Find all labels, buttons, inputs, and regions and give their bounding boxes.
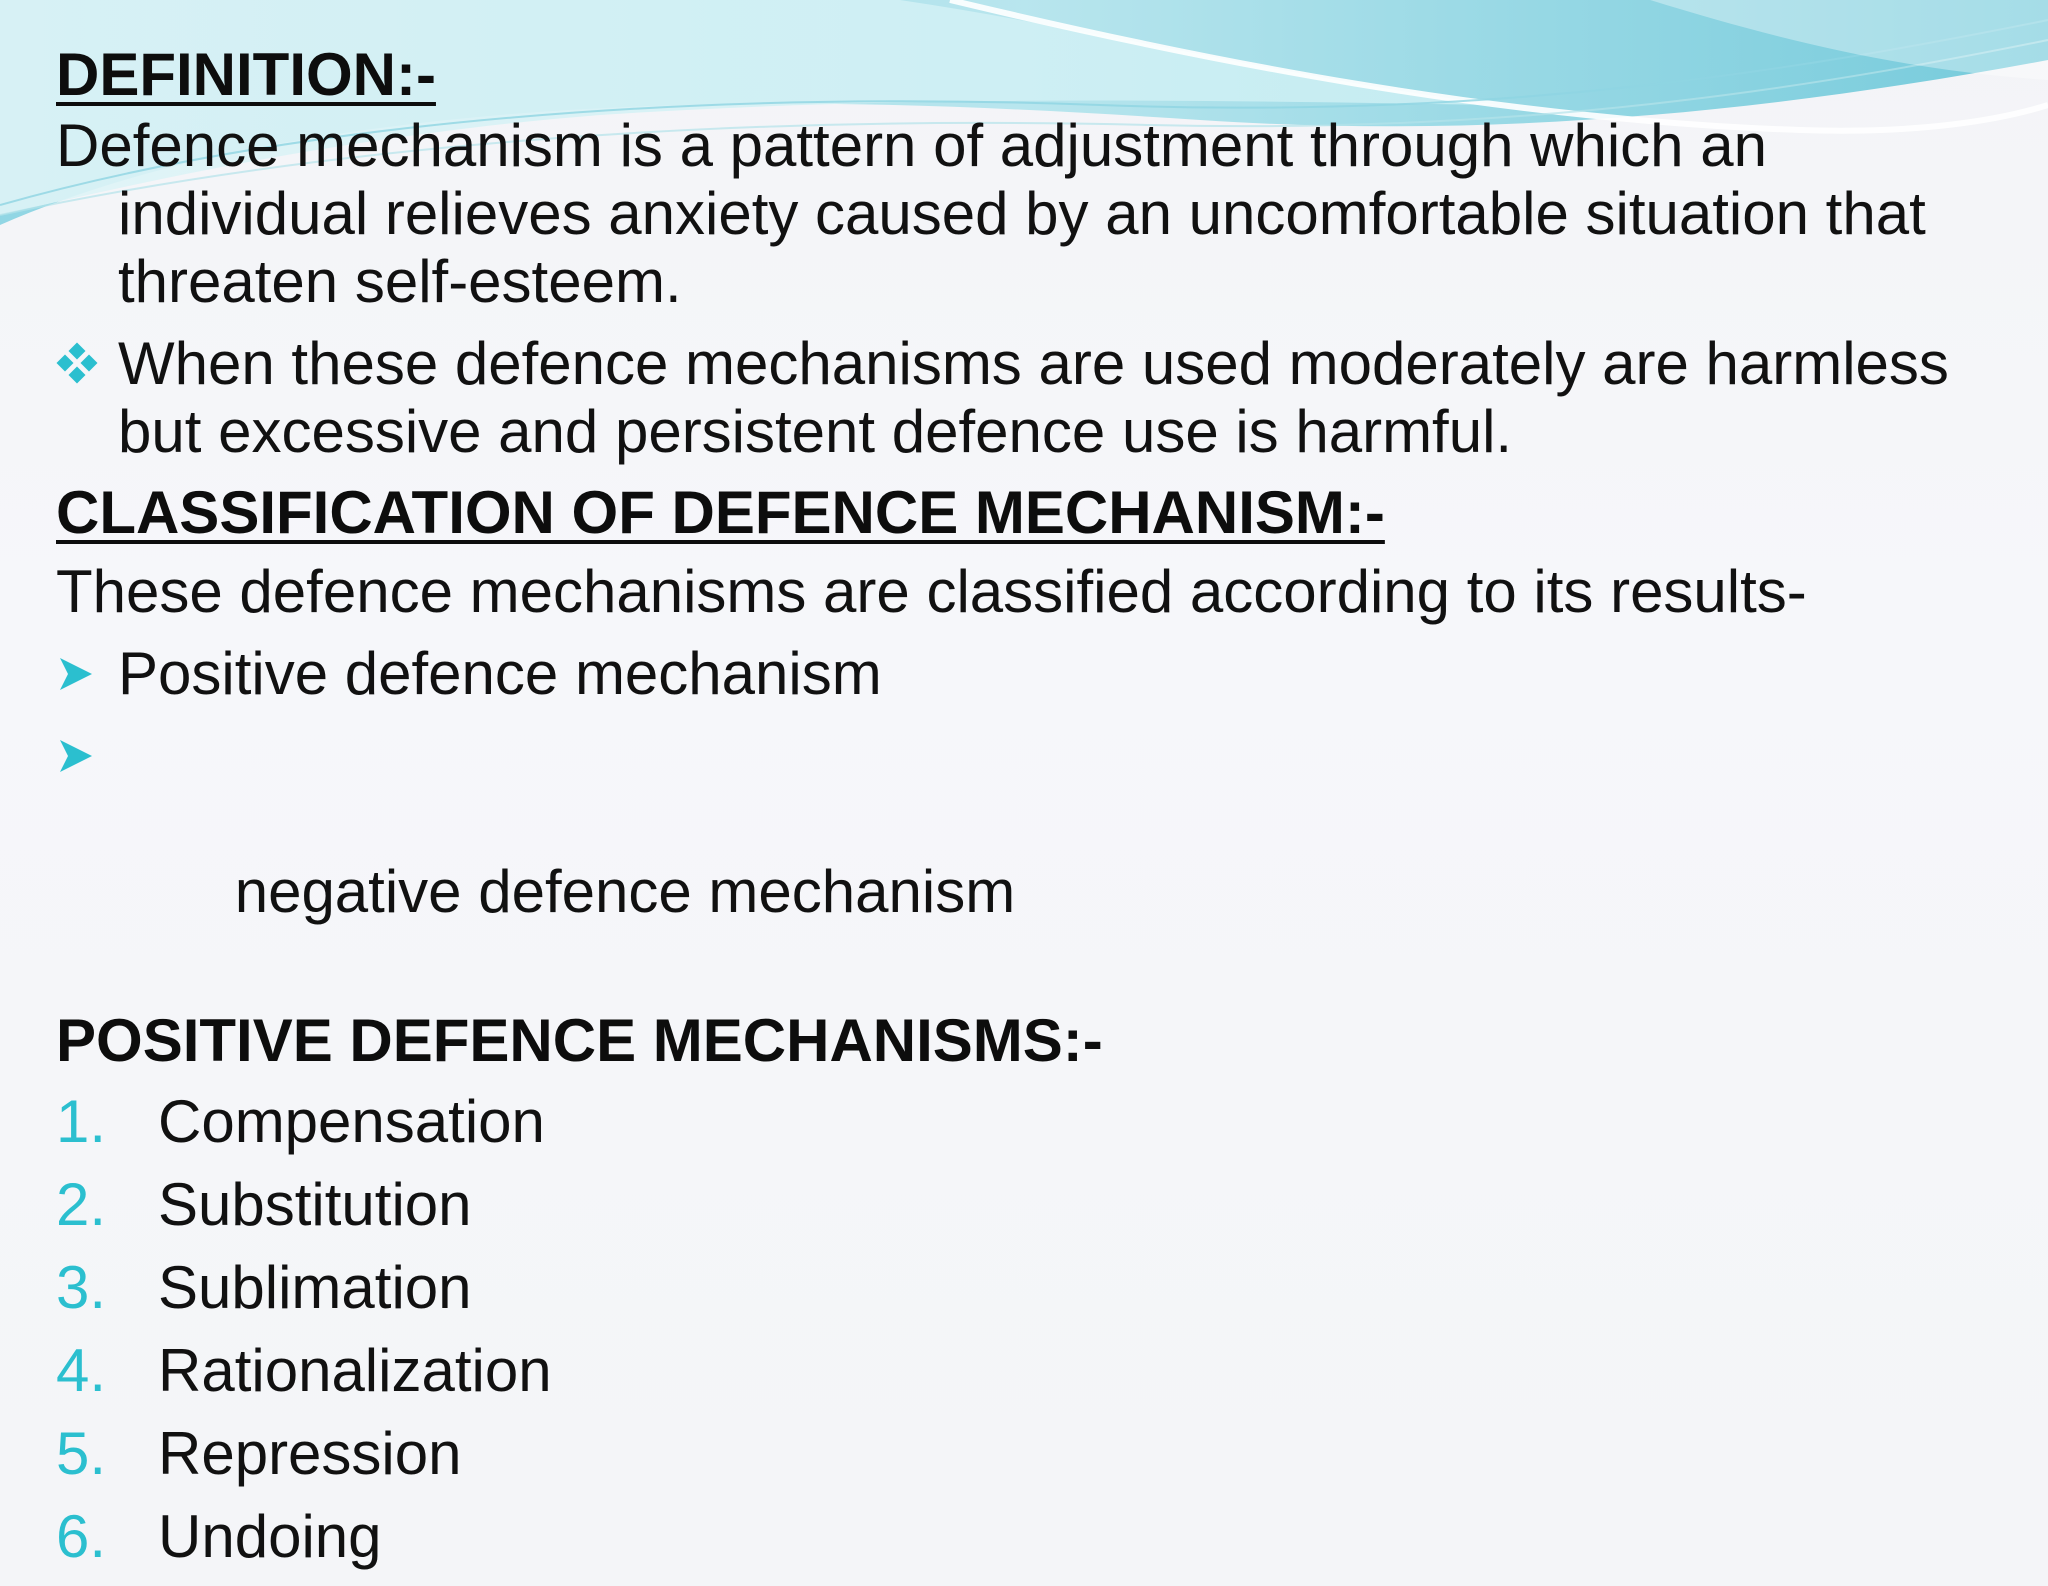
- list-item-number: 4.: [56, 1337, 107, 1404]
- classification-item-label: negative defence mechanism: [218, 858, 1016, 925]
- positive-list: [56, 1088, 1996, 1571]
- list-item: [56, 1337, 1996, 1405]
- arrow-bullet-icon: [56, 640, 112, 708]
- arrow-bullet-icon: [56, 722, 112, 790]
- classification-heading: CLASSIFICATION OF DEFENCE MECHANISM:-: [56, 479, 1385, 546]
- list-item: [56, 1254, 1996, 1322]
- list-item-label: Rationalization: [158, 1337, 552, 1404]
- definition-heading: DEFINITION:-: [56, 41, 436, 108]
- definition-bullet: [56, 330, 1996, 466]
- definition-paragraph: Defence mechanism is a pattern of adjustment through which an individual relieves anxiety caused by an uncomfortable situation that threaten self-esteem.: [56, 112, 1926, 315]
- classification-item-label: Positive defence mechanism: [118, 640, 882, 707]
- list-item-number: 3.: [56, 1254, 107, 1321]
- positive-heading: POSITIVE DEFENCE MECHANISMS:-: [56, 1007, 1103, 1074]
- list-item-label: Repression: [158, 1420, 462, 1487]
- list-item-number: 6.: [56, 1503, 107, 1570]
- list-item: [56, 1420, 1996, 1488]
- classification-item: [56, 640, 1996, 708]
- diamond-bullet-icon: [56, 330, 112, 398]
- list-item-label: Sublimation: [158, 1254, 472, 1321]
- definition-bullet-text: When these defence mechanisms are used moderately are harmless but excessive and persistent defence use is harmful.: [118, 330, 1949, 465]
- slide-content: [56, 40, 1996, 1586]
- list-item: [56, 1171, 1996, 1239]
- classification-intro: These defence mechanisms are classified according to its results-: [56, 558, 1807, 625]
- list-item: [56, 1088, 1996, 1156]
- list-item-label: Undoing: [158, 1503, 382, 1570]
- list-item-number: 2.: [56, 1171, 107, 1238]
- list-item: [56, 1503, 1996, 1571]
- list-item-number: 1.: [56, 1088, 107, 1155]
- classification-item: [56, 722, 1996, 994]
- list-item-label: Substitution: [158, 1171, 472, 1238]
- list-item-number: 5.: [56, 1420, 107, 1487]
- list-item-label: Compensation: [158, 1088, 545, 1155]
